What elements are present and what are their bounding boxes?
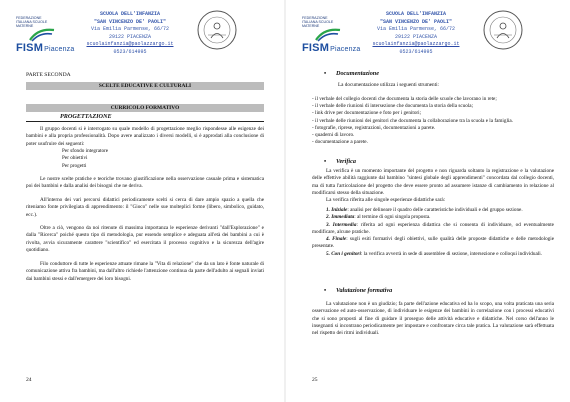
- item-label: 1. Iniziale: [326, 207, 348, 213]
- section-title: PROGETTAZIONE: [60, 113, 112, 120]
- documentation-heading: • Documentazione: [336, 70, 379, 77]
- school-seal-icon: [196, 9, 238, 51]
- list-item: - il verbale delle riunioni dei genitori che documenta la collaborazione tra la scuola e la famiglia.: [312, 117, 513, 124]
- letterhead: [0, 8, 284, 60]
- school-line: SCUOLA DELL'INFANZIA: [385, 11, 446, 17]
- paragraph: Oltre a ciò, vengono da noi ritenute di massima importanza le esperienze derivanti "dall'Esplorazione" e dalla "Ricerca" poiché questo tipo di metodologia, pur essendo semplice e adeguata all'età dei bambini a cui è rivolta, avvia sicuramente carattere "scientifico" ed esercitata il processo cognitivo e la sicurezza dell'agire quotidiano.: [26, 225, 264, 253]
- divider: [26, 121, 264, 122]
- right-page: [286, 0, 570, 402]
- item-label: 5. Con i genitori: [326, 250, 361, 257]
- letterhead: [286, 8, 570, 60]
- paragraph: All'interno dei vari percorsi didattici periodicamente scelti si cerca di dare ampio spazio a quella che riteniamo fonte privilegiata di apprendimento: il "Gioco" nelle sue molteplici forme (libero, simbolico, guidato, ecc.).: [26, 197, 264, 218]
- school-line: Via Emilia Parmense, 66/72: [90, 26, 169, 33]
- list-item: [312, 214, 554, 221]
- fism-logo: [16, 16, 74, 56]
- fism-small-text: FEDERAZIONE ITALIANA SCUOLE MATERNE: [16, 16, 48, 28]
- school-phone: 0523/614995: [399, 48, 433, 55]
- paragraph: La valutazione non è un giudizio; fa parte dell'azione educativa ed ha lo scopo, una volta praticata una seria osservazione ed auto-osservazione, di individuare le esigenze dei bambini in correlazione con i processi educativi che si sono proposti al fine di guidare il proseguo delle attività educative e didattiche. Nel corso dell'anno le insegnanti si incontrano periodicamente per impostare e confrontare circa tale pratica. La valutazione sarà effettuata nel rispetto dei ritmi individuali.: [312, 301, 554, 337]
- item-text: : analisi per delineare il quadro delle caratteristiche individuali e del gruppo sezione.: [347, 207, 523, 213]
- school-email: scuolainfanzia@paolazzargo.it: [86, 41, 174, 48]
- fism-swoosh-icon: [314, 26, 342, 42]
- item-label: 3. Intermedia: [326, 221, 357, 228]
- paragraph: Le nostre scelte pratiche e teoriche trovano giustificazione nella osservazione casuale prima e sistematica poi dei bambini e dalla analisi dei bisogni che ne deriva.: [26, 176, 264, 190]
- paragraph: La verifica è un momento importante del progetto e non riguarda soltanto la registrazione e la valutazione delle effettive abilità raggiunte dal bambino "sintesi globale degli apprendimenti" concordata dal collegio docenti, ma di tutta l'articolazione del progetto che deve essere pronto ad assumere istanze di cambiamento in relazione al modificarsi stesso della situazione.: [312, 168, 554, 196]
- school-address: [82, 11, 178, 57]
- curriculum-banner: CURRICOLO FORMATIVO: [26, 104, 264, 112]
- doc-intro: La documentazione utilizza i seguenti strumenti:: [338, 82, 439, 88]
- fism-city: Piacenza: [44, 46, 75, 53]
- paragraph: La verifica riferita alle singole esperienze didattiche sarà:: [326, 197, 446, 203]
- school-phone: 0523/614995: [113, 48, 147, 55]
- school-seal-icon: [482, 9, 524, 51]
- list-item: Per sfondo integratore: [62, 148, 109, 154]
- list-item: [312, 251, 554, 258]
- item-text: : sugli esiti formativi degli obiettivi, sulle qualità delle proposte didattiche e delle metodologie presentate.: [312, 236, 555, 250]
- list-item: - link drive per documentazione e foto per i genitori;: [312, 110, 422, 117]
- item-text: : la verifica avverrà in sede di assemblee di sezione, intersezione e colloqui individuali.: [360, 250, 542, 257]
- item-text: : riferita ad ogni esperienza didattica che si consenta di individuare, od eventualmente modificare, alcune pratiche.: [312, 221, 554, 235]
- model-list: [62, 148, 182, 170]
- fism-swoosh-icon: [28, 26, 56, 42]
- fism-small-text: FEDERAZIONE ITALIANA SCUOLE MATERNE: [302, 16, 334, 28]
- list-item: - il verbale del collegio docenti che documenta la storia delle scuole che lavorano in rete;: [312, 96, 497, 102]
- school-line: "SAN VINCENZO DE' PAOLI": [93, 18, 166, 25]
- page-number: 24: [26, 377, 32, 383]
- list-item: [312, 207, 554, 214]
- page-number: 25: [312, 377, 318, 383]
- left-page: [0, 0, 284, 402]
- school-line: 29122 PIACENZA: [108, 33, 151, 40]
- doc-list: [312, 96, 554, 146]
- list-item: - fotografie, riprese, registrazioni, documentazioni a parete.: [312, 124, 436, 131]
- item-label: 2. Immediata: [326, 214, 355, 221]
- verification-heading: • Verifica: [336, 158, 356, 165]
- school-line: Via Emilia Parmense, 66/72: [376, 26, 455, 33]
- school-line: "SAN VINCENZO DE' PAOLI": [379, 18, 452, 25]
- school-email: scuolainfanzia@paolazzargo.it: [372, 41, 460, 48]
- verification-list: [312, 207, 554, 258]
- list-item: - quaderni di lavoro.: [312, 132, 355, 139]
- school-address: [368, 11, 464, 57]
- evaluation-heading: • Valutazione formativa: [336, 287, 392, 294]
- list-item: [312, 222, 554, 237]
- paragraph: Filo conduttore di tutte le esperienze attuate rimane la "Vita di relazione" che da un lato è fonte naturale di comunicazione attiva fra bambini, ma dall'altro richiede l'attenzione continua da parte dell'adulto ai segnali inviati dai bambini stessi e dall'emergere dei loro bisogni.: [26, 261, 264, 282]
- list-item: - documentazione a parete.: [312, 139, 368, 146]
- list-item: Per obiettivi: [62, 155, 88, 162]
- list-item: - il verbale delle riunioni di intersezione che documenta la storia della scuola;: [312, 103, 474, 110]
- section-banner: SCELTE EDUCATIVE E CULTURALI: [26, 82, 264, 90]
- fism-logo-text: FISM: [302, 42, 330, 54]
- fism-city: Piacenza: [330, 46, 361, 53]
- item-label: 4. Finale: [326, 236, 347, 243]
- list-item: Per progetti: [62, 162, 87, 169]
- fism-logo-text: FISM: [16, 42, 44, 54]
- item-text: : al termine di ogni singola proposta.: [354, 214, 431, 221]
- school-line: SCUOLA DELL'INFANZIA: [99, 11, 160, 17]
- intro-paragraph: Il gruppo docenti si è interrogato su quale modello di progettazione meglio rispondesse alle esigenze dei bambini e alla propria professionalità. Dopo avere analizzato i diversi modelli, si è approdati alla conclusione di poter usufruire dei seguenti:: [26, 126, 264, 147]
- part-label: PARTE SECONDA: [26, 72, 71, 78]
- fism-logo: [302, 16, 360, 56]
- school-line: 29122 PIACENZA: [394, 33, 437, 40]
- list-item: [312, 236, 554, 251]
